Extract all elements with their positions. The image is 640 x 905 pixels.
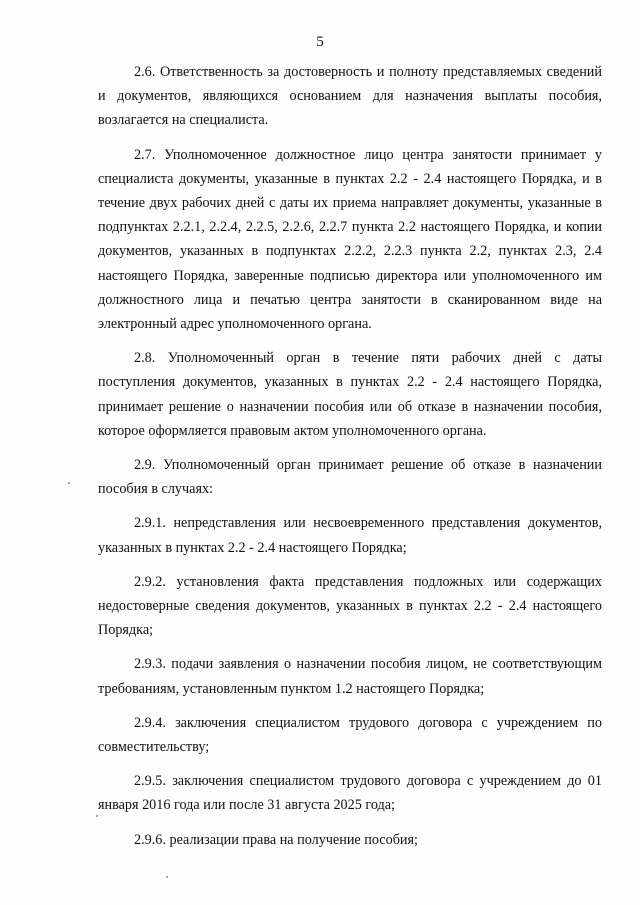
paragraph-2-9-5: 2.9.5. заключения специалистом трудового договора с учреждением до 01 января 2016 года или после 31 августа 2025 года; xyxy=(98,773,602,814)
scan-speck xyxy=(68,482,70,484)
paragraph-2-9-4: 2.9.4. заключения специалистом трудового договора с учреждением по совместительству; xyxy=(98,714,602,756)
paragraph-2-9-6: 2.9.6. реализации права на получение пособия; xyxy=(134,831,418,848)
page-number: 5 xyxy=(316,34,324,50)
paragraph-2-9-2: 2.9.2. установления факта представления подложных или содержащих недостоверные сведения документов, указанных в пунктах 2.2 - 2.4 настоящего Порядка; xyxy=(98,573,602,639)
paragraph-2-9: 2.9. Уполномоченный орган принимает решение об отказе в назначении пособия в случаях: xyxy=(98,457,602,498)
paragraph-2-6: 2.6. Ответственность за достоверность и полноту представляемых сведений и документов, являющихся основанием для назначения выплаты пособия, возлагается на специалиста. xyxy=(98,64,602,129)
document-body xyxy=(98,60,602,862)
paragraph-2-8: 2.8. Уполномоченный орган в течение пяти рабочих дней с даты поступления документов, указанных в пунктах 2.2 - 2.4 настоящего Порядка, принимает решение о назначении пособия или об отказе в назначении пособия, которое оформляется правовым актом уполномоченного органа. xyxy=(98,350,602,439)
paragraph-2-9-1: 2.9.1. непредставления или несвоевременного представления документов, указанных в пунктах 2.2 - 2.4 настоящего Порядка; xyxy=(98,515,602,556)
paragraph-2-7: 2.7. Уполномоченное должностное лицо центра занятости принимает у специалиста документы, указанные в пунктах 2.2 - 2.4 настоящего Порядка, и в течение двух рабочих дней с даты их приема направляет документы, указанные в подпунктах 2.2.1, 2.2.4, 2.2.5, 2.2.6, 2.2.7 пункта 2.2 настоящего Порядка, и копии документов, указанных в подпунктах 2.2.2, 2.2.3 пункта 2.2, пунктах 2.3, 2.4 настоящего Порядка, заверенные подписью директора или уполномоченного им должностного лица и печатью центра занятости в сканированном виде на электронный адрес уполномоченного органа. xyxy=(98,146,602,333)
scan-speck xyxy=(166,876,168,878)
paragraph-2-9-3: 2.9.3. подачи заявления о назначении пособия лицом, не соответствующим требованиям, установленным пунктом 1.2 настоящего Порядка; xyxy=(98,656,602,697)
scan-speck xyxy=(96,815,98,817)
